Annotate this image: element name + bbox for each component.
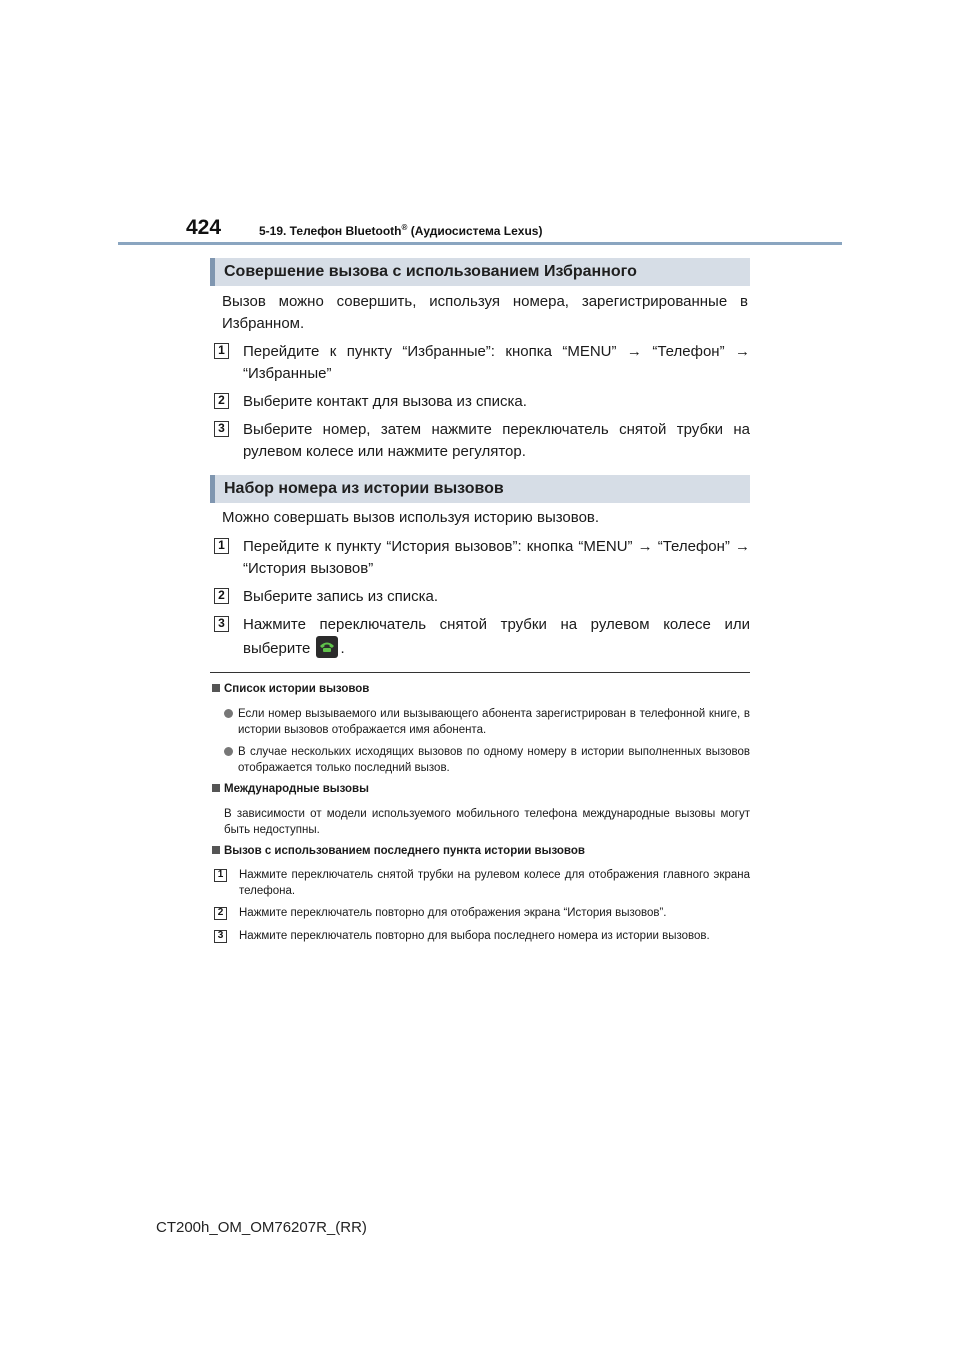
step-number: 1 bbox=[214, 343, 229, 359]
step-text: Перейдите к пункту “История вызовов”: кнопка “MENU” → “Телефон” → “История вызовов” bbox=[243, 538, 750, 577]
favorites-step-2 bbox=[214, 391, 750, 413]
page-number: 424 bbox=[186, 216, 222, 239]
phone-call-icon bbox=[316, 636, 338, 658]
section-favorites-heading: Совершение вызова с использованием Избранного bbox=[210, 258, 750, 286]
step-number: 1 bbox=[214, 869, 227, 882]
last-step-3 bbox=[214, 928, 750, 944]
history-step-3 bbox=[214, 614, 750, 660]
note-last-heading: Вызов с использованием последнего пункта истории вызовов bbox=[212, 845, 585, 857]
step-text: Выберите контакт для вызова из списка. bbox=[243, 393, 527, 410]
step-text: Нажмите переключатель снятой трубки на рулевом колесе для отображения главного экрана телефона. bbox=[239, 869, 750, 897]
header-rule bbox=[118, 242, 842, 245]
step-text: Выберите запись из списка. bbox=[243, 588, 439, 605]
step-text: Нажмите переключатель повторно для выбора последнего номера из истории вызовов. bbox=[239, 930, 710, 942]
note-history-heading: Список истории вызовов bbox=[212, 683, 369, 695]
note-intl-text: В зависимости от модели используемого мобильного телефона международные вызовы могут быть недоступны. bbox=[224, 808, 750, 836]
history-bullet-1: Если номер вызываемого или вызывающего абонента зарегистрирован в телефонной книге, в истории вызовов отображается имя абонента. bbox=[224, 706, 750, 738]
square-bullet-icon bbox=[212, 846, 220, 854]
notes-divider bbox=[210, 672, 750, 673]
step-number: 1 bbox=[214, 538, 229, 554]
section-history-heading: Набор номера из истории вызовов bbox=[210, 475, 750, 503]
bullet-dot-icon bbox=[224, 747, 233, 756]
favorites-step-3 bbox=[214, 419, 750, 463]
step-number: 3 bbox=[214, 616, 229, 632]
step-number: 3 bbox=[214, 421, 229, 437]
bullet-dot-icon bbox=[224, 709, 233, 718]
step-text: Выберите номер, затем нажмите переключатель снятой трубки на рулевом колесе или нажмите регулятор. bbox=[243, 421, 750, 460]
history-step-2 bbox=[214, 586, 750, 608]
history-step-1 bbox=[214, 536, 750, 580]
step-number: 2 bbox=[214, 907, 227, 920]
section-history-intro: Можно совершать вызов используя историю вызовов. bbox=[222, 509, 600, 526]
step-text: Нажмите переключатель снятой трубки на рулевом колесе или выберите . bbox=[243, 616, 750, 657]
note-intl-heading: Международные вызовы bbox=[212, 783, 369, 795]
last-step-2 bbox=[214, 905, 750, 921]
step-number: 2 bbox=[214, 393, 229, 409]
step-text: Перейдите к пункту “Избранные”: кнопка “MENU” → “Телефон” → “Избранные” bbox=[243, 343, 750, 382]
step-number: 2 bbox=[214, 588, 229, 604]
step-text: Нажмите переключатель повторно для отображения экрана “История вызовов”. bbox=[239, 907, 667, 919]
chapter-title: 5-19. Телефон Bluetooth® (Аудиосистема Lexus) bbox=[259, 223, 543, 238]
favorites-step-1 bbox=[214, 341, 750, 385]
history-bullet-2: В случае нескольких исходящих вызовов по одному номеру в истории выполненных вызовов отображается только последний вызов. bbox=[224, 744, 750, 776]
step-number: 3 bbox=[214, 930, 227, 943]
square-bullet-icon bbox=[212, 684, 220, 692]
last-step-1 bbox=[214, 867, 750, 899]
square-bullet-icon bbox=[212, 784, 220, 792]
section-favorites-intro: Вызов можно совершить, используя номера, зарегистрированные в Избранном. bbox=[222, 293, 748, 332]
document-code: CT200h_OM_OM76207R_(RR) bbox=[156, 1219, 367, 1236]
